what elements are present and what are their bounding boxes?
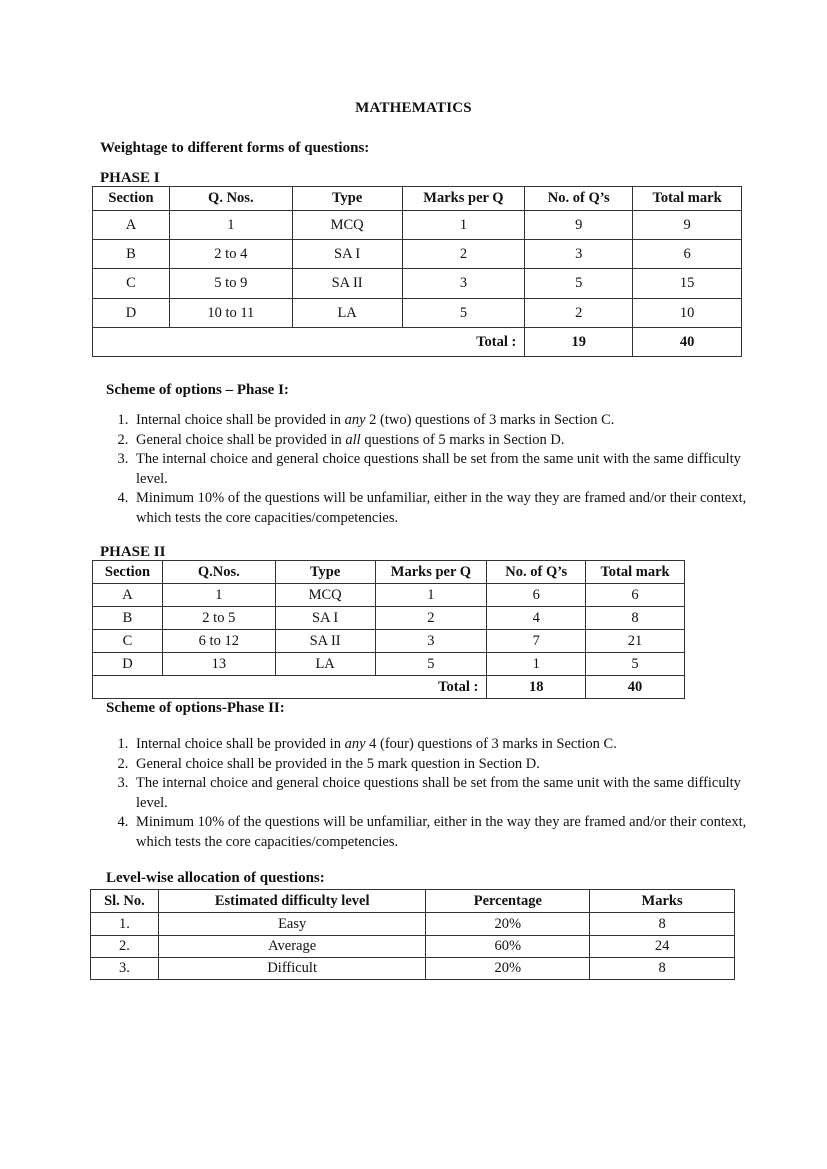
- list-item-text: questions of 5 marks in Section D.: [360, 431, 565, 448]
- table-cell: 3.: [91, 958, 159, 980]
- col-marks-header: Marks: [590, 890, 735, 913]
- table-cell: 3: [375, 630, 487, 653]
- table-cell: 2: [402, 240, 525, 269]
- table-cell: 1: [375, 584, 487, 607]
- list-item: [132, 411, 762, 431]
- table-cell: 6: [633, 240, 742, 269]
- level-header-row: [91, 890, 735, 913]
- table-cell: MCQ: [292, 211, 402, 240]
- table-cell: 2.: [91, 936, 159, 958]
- table-cell: 8: [590, 913, 735, 936]
- table-cell: 2: [375, 607, 487, 630]
- page-title: MATHEMATICS: [355, 100, 472, 116]
- list-item-text: General choice shall be provided in the 5 mark question in Section D.: [136, 755, 540, 772]
- table-cell: 3: [402, 269, 525, 299]
- table-cell: 24: [590, 936, 735, 958]
- total-marks: 40: [633, 328, 742, 357]
- table-cell: 1: [169, 211, 292, 240]
- table-row: [93, 584, 685, 607]
- table-cell: 1: [402, 211, 525, 240]
- list-item-emphasis: any: [344, 412, 366, 428]
- table-cell: C: [93, 269, 170, 299]
- col-qnos-header: Q.Nos.: [162, 561, 275, 584]
- list-item: [132, 755, 762, 775]
- table-cell: 21: [586, 630, 685, 653]
- col-total-mark-header: Total mark: [586, 561, 685, 584]
- col-type-header: Type: [275, 561, 375, 584]
- table-cell: 2 to 5: [162, 607, 275, 630]
- list-item-text: Minimum 10% of the questions will be unfamiliar, either in the way they are framed and/or their context, which tests the core capacities/competencies.: [136, 814, 747, 850]
- table-cell: 8: [586, 607, 685, 630]
- table-cell: 5: [586, 653, 685, 676]
- list-item-text: General choice shall be provided in: [136, 431, 346, 448]
- table-cell: 5: [525, 269, 633, 299]
- table-row: [93, 607, 685, 630]
- table-cell: 6 to 12: [162, 630, 275, 653]
- table-cell: 5: [375, 653, 487, 676]
- table-cell: A: [93, 584, 163, 607]
- table-cell: A: [93, 211, 170, 240]
- phase1-header-row: [93, 187, 742, 211]
- table-cell: D: [93, 299, 170, 328]
- list-item-text: 4 (four) questions of 3 marks in Section C.: [365, 736, 617, 752]
- table-cell: LA: [275, 653, 375, 676]
- total-label: Total :: [93, 676, 487, 699]
- table-cell: SA I: [275, 607, 375, 630]
- list-item-emphasis: all: [345, 431, 361, 448]
- table-cell: 10: [633, 299, 742, 328]
- table-cell: Easy: [158, 913, 426, 936]
- scheme1-list: [106, 411, 762, 528]
- table-cell: 1.: [91, 913, 159, 936]
- col-slno-header: Sl. No.: [91, 890, 159, 913]
- col-difficulty-header: Estimated difficulty level: [158, 890, 426, 913]
- total-questions: 19: [525, 328, 633, 357]
- col-section-header: Section: [93, 561, 163, 584]
- table-cell: D: [93, 653, 163, 676]
- total-marks: 40: [586, 676, 685, 699]
- table-cell: 4: [487, 607, 586, 630]
- table-cell: SA II: [275, 630, 375, 653]
- table-row: [91, 936, 735, 958]
- list-item: [132, 450, 762, 489]
- table-row: [93, 299, 742, 328]
- col-marks-per-q-header: Marks per Q: [375, 561, 487, 584]
- table-cell: 3: [525, 240, 633, 269]
- table-cell: 20%: [426, 958, 590, 980]
- list-item-text: Minimum 10% of the questions will be unfamiliar, either in the way they are framed and/or their context, which tests the core capacities/competencies.: [136, 490, 747, 526]
- table-cell: 7: [487, 630, 586, 653]
- table-cell: LA: [292, 299, 402, 328]
- phase1-label: PHASE I: [100, 170, 160, 186]
- phase2-total-row: [93, 676, 685, 699]
- table-cell: 60%: [426, 936, 590, 958]
- phase1-total-row: [93, 328, 742, 357]
- col-percentage-header: Percentage: [426, 890, 590, 913]
- table-cell: Difficult: [158, 958, 426, 980]
- table-cell: 8: [590, 958, 735, 980]
- scheme2-list: [106, 735, 762, 852]
- total-label: Total :: [93, 328, 525, 357]
- col-num-q-header: No. of Q’s: [487, 561, 586, 584]
- table-cell: C: [93, 630, 163, 653]
- col-num-q-header: No. of Q’s: [525, 187, 633, 211]
- table-cell: 2: [525, 299, 633, 328]
- table-cell: 5 to 9: [169, 269, 292, 299]
- table-cell: SA II: [292, 269, 402, 299]
- table-cell: 2 to 4: [169, 240, 292, 269]
- table-cell: 13: [162, 653, 275, 676]
- scheme2-heading: Scheme of options-Phase II:: [106, 700, 285, 716]
- scheme1-heading: Scheme of options – Phase I:: [106, 382, 289, 398]
- table-cell: 10 to 11: [169, 299, 292, 328]
- table-cell: 20%: [426, 913, 590, 936]
- col-section-header: Section: [93, 187, 170, 211]
- list-item-text: Internal choice shall be provided in: [136, 412, 345, 428]
- phase1-table: [92, 186, 742, 357]
- table-cell: SA I: [292, 240, 402, 269]
- list-item-text: Internal choice shall be provided in: [136, 736, 345, 752]
- weightage-heading: Weightage to different forms of questions:: [100, 140, 370, 156]
- table-cell: 1: [487, 653, 586, 676]
- list-item-text: The internal choice and general choice questions shall be set from the same unit with the same difficulty level.: [136, 775, 741, 811]
- table-cell: 5: [402, 299, 525, 328]
- list-item: [132, 774, 762, 813]
- table-cell: Average: [158, 936, 426, 958]
- phase2-label: PHASE II: [100, 544, 166, 560]
- level-heading: Level-wise allocation of questions:: [106, 870, 325, 886]
- table-row: [93, 630, 685, 653]
- level-table: [90, 889, 735, 980]
- table-cell: 15: [633, 269, 742, 299]
- table-row: [93, 269, 742, 299]
- list-item: [132, 813, 762, 852]
- list-item: [132, 489, 762, 528]
- table-row: [91, 913, 735, 936]
- table-row: [91, 958, 735, 980]
- col-total-mark-header: Total mark: [633, 187, 742, 211]
- list-item: [132, 735, 762, 755]
- phase2-header-row: [93, 561, 685, 584]
- table-cell: 9: [633, 211, 742, 240]
- table-row: [93, 211, 742, 240]
- col-marks-per-q-header: Marks per Q: [402, 187, 525, 211]
- table-cell: 9: [525, 211, 633, 240]
- table-cell: B: [93, 240, 170, 269]
- table-row: [93, 653, 685, 676]
- phase2-table: [92, 560, 685, 699]
- list-item-text: The internal choice and general choice questions shall be set from the same unit with the same difficulty level.: [136, 451, 741, 487]
- col-qnos-header: Q. Nos.: [169, 187, 292, 211]
- table-cell: B: [93, 607, 163, 630]
- table-cell: 6: [586, 584, 685, 607]
- total-questions: 18: [487, 676, 586, 699]
- col-type-header: Type: [292, 187, 402, 211]
- table-cell: MCQ: [275, 584, 375, 607]
- table-cell: 6: [487, 584, 586, 607]
- list-item-emphasis: any: [344, 736, 366, 752]
- list-item-text: 2 (two) questions of 3 marks in Section C.: [365, 412, 615, 428]
- table-cell: 1: [162, 584, 275, 607]
- table-row: [93, 240, 742, 269]
- list-item: [132, 431, 762, 451]
